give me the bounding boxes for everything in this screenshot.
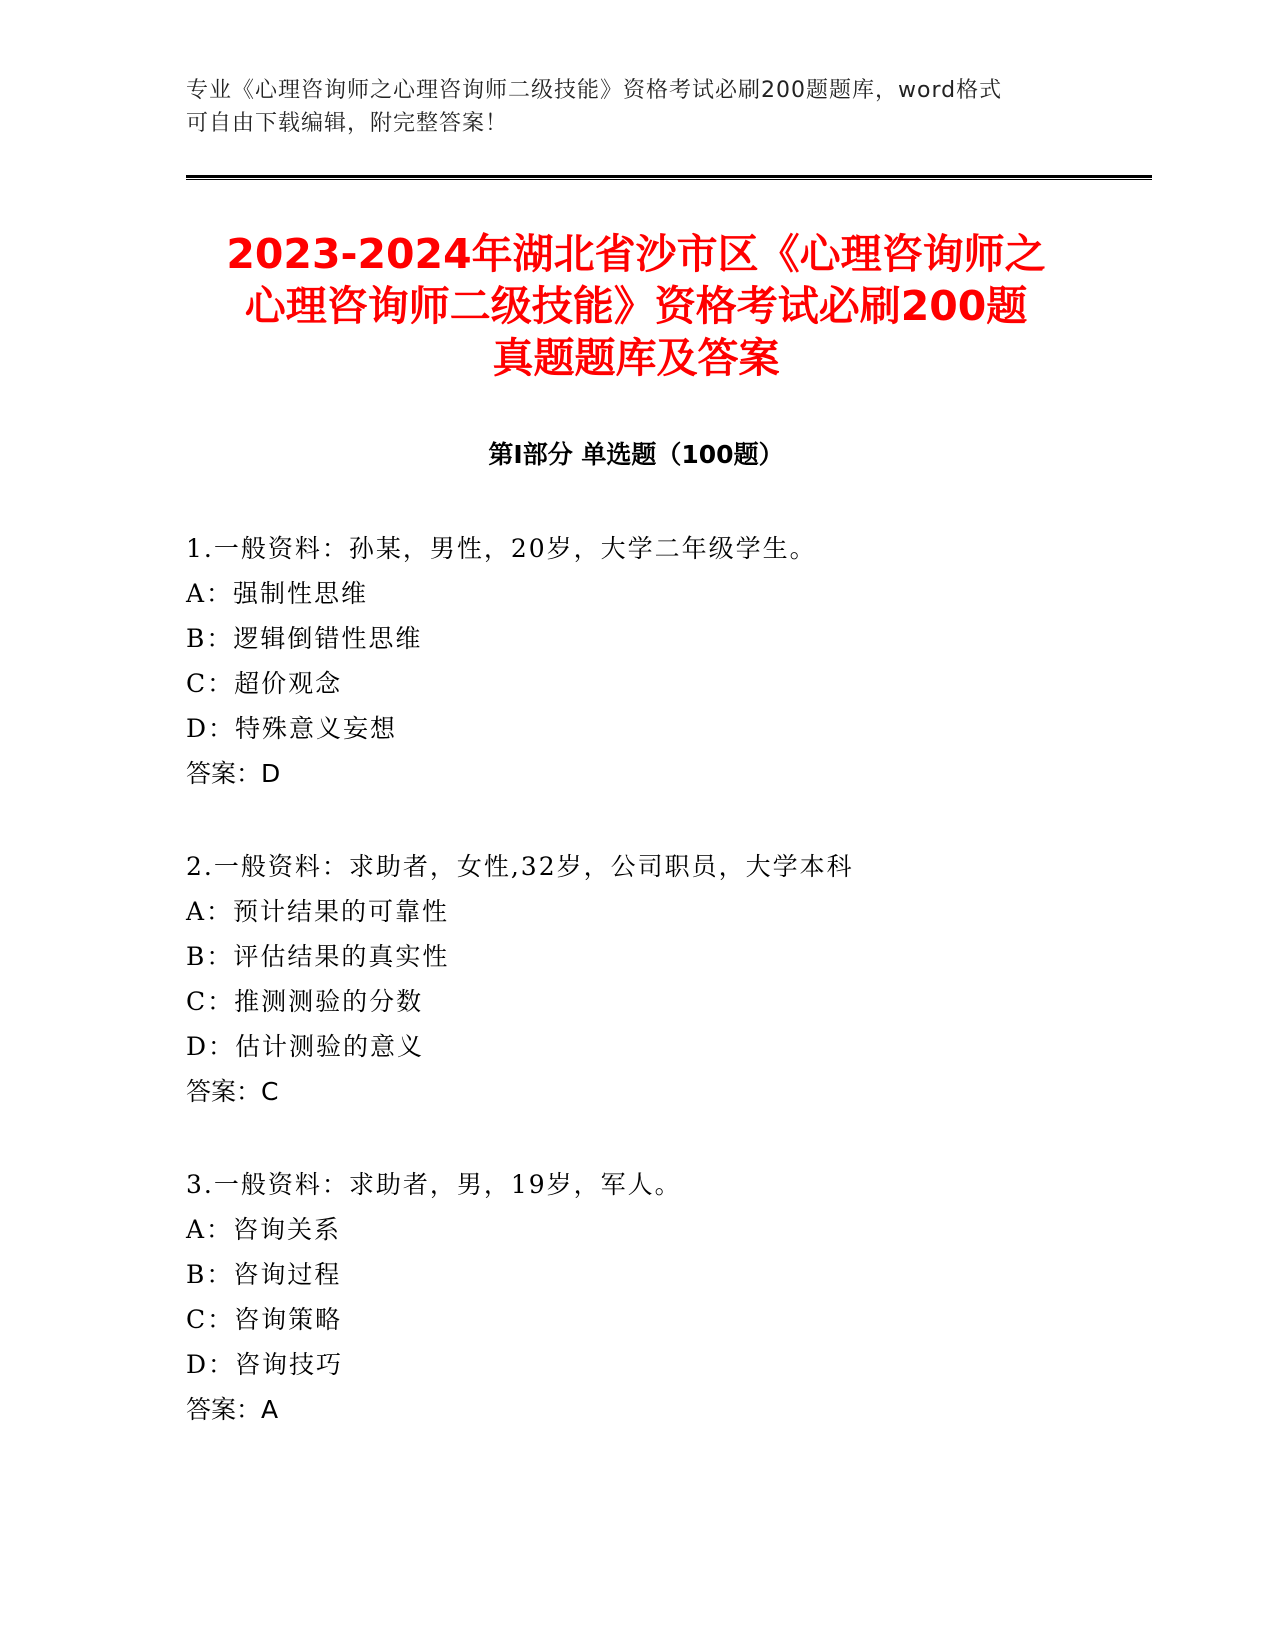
section-title: 第Ⅰ部分 单选题（100题） <box>488 440 784 469</box>
question-2 <box>186 844 1086 1114</box>
option-c: C：推测测验的分数 <box>186 987 424 1016</box>
document-title <box>186 228 1086 384</box>
option-a: A：预计结果的可靠性 <box>186 897 450 926</box>
header-note-line-1: 专业《心理咨询师之心理咨询师二级技能》资格考试必刷200题题库，word格式 <box>186 78 1003 103</box>
question-1 <box>186 526 1086 796</box>
answer: 答案：C <box>186 1077 279 1106</box>
question-stem: 1.一般资料：孙某，男性，20岁，大学二年级学生。 <box>186 534 817 563</box>
document-title-line-3: 真题题库及答案 <box>492 334 780 382</box>
document-title-line-1: 2023-2024年湖北省沙市区《心理咨询师之 <box>226 230 1046 278</box>
option-b: B：评估结果的真实性 <box>186 942 450 971</box>
question-stem: 3.一般资料：求助者，男，19岁，军人。 <box>186 1170 682 1199</box>
answer: 答案：D <box>186 759 281 788</box>
option-b: B：咨询过程 <box>186 1260 342 1289</box>
option-d: D：咨询技巧 <box>186 1350 344 1379</box>
option-d: D：特殊意义妄想 <box>186 714 398 743</box>
answer: 答案：A <box>186 1395 279 1424</box>
option-d: D：估计测验的意义 <box>186 1032 425 1061</box>
header-divider <box>186 175 1152 181</box>
option-a: A：咨询关系 <box>186 1215 342 1244</box>
option-a: A：强制性思维 <box>186 579 369 608</box>
header-divider-thick <box>186 175 1152 178</box>
option-b: B：逻辑倒错性思维 <box>186 624 423 653</box>
option-c: C：超价观念 <box>186 669 343 698</box>
option-c: C：咨询策略 <box>186 1305 343 1334</box>
question-stem: 2.一般资料：求助者，女性,32岁，公司职员，大学本科 <box>186 852 854 881</box>
document-title-line-2: 心理咨询师二级技能》资格考试必刷200题 <box>244 282 1028 330</box>
question-3 <box>186 1162 1086 1432</box>
header-divider-thin <box>186 179 1152 180</box>
header-note <box>186 74 1066 140</box>
header-note-line-2: 可自由下载编辑，附完整答案！ <box>186 111 509 136</box>
